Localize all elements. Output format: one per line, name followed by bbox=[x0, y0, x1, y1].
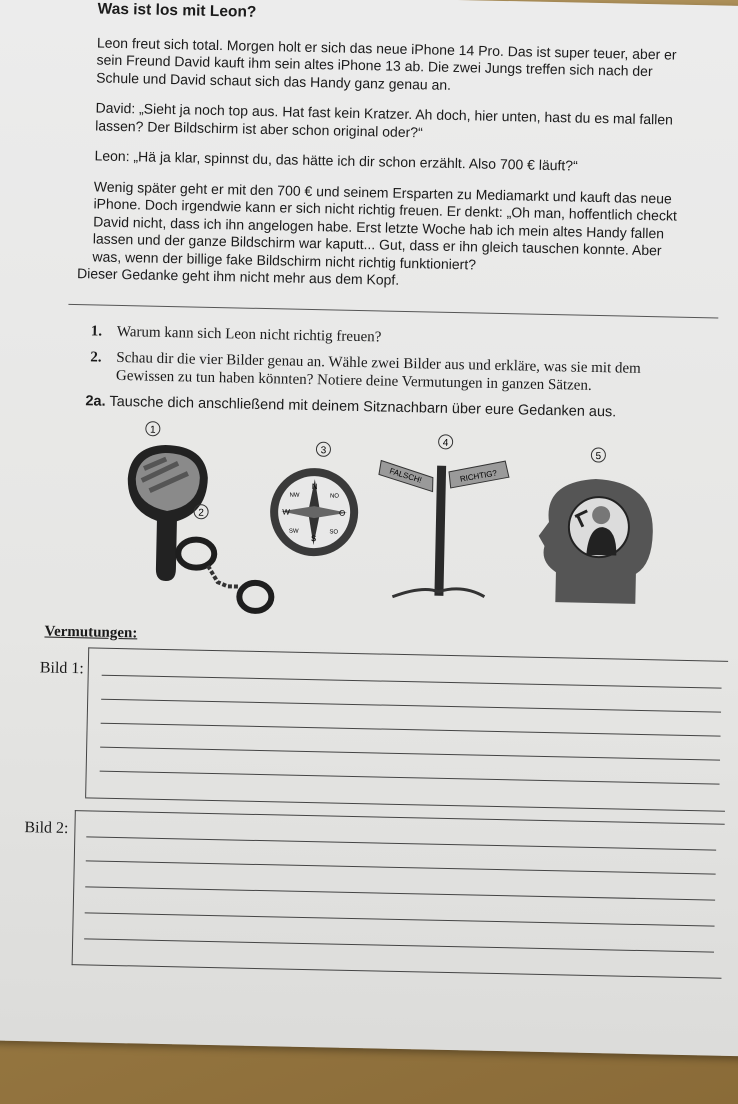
cuff-chain-icon bbox=[208, 566, 240, 587]
answer-line[interactable] bbox=[84, 938, 714, 952]
question-number: 2. bbox=[90, 349, 102, 366]
bild2-border bbox=[72, 810, 76, 965]
answer-line[interactable] bbox=[85, 912, 715, 926]
story-paragraph-4: Wenig später geht er mit den 700 € und seinem Ersparten zu Mediamarkt und kauft das neue iPhone. Doch irgendwie kann er sich nicht richtig freuen. Er denkt: „Oh man, hoffentlich checkt David nicht, dass ich ihn angelogen habe. Erst letzte Woche hab ich mein altes Handy fallen lassen und der ganze Bildschirm war kaputt... Gut, dass er ihn gleich tauschen konnte. Aber was, wenn der billige fake Bildschirm nicht richtig funktioniert? bbox=[92, 177, 677, 272]
question-number: 1. bbox=[90, 323, 103, 340]
answer-line[interactable] bbox=[101, 723, 721, 737]
question-text: Schau dir die vier Bilder genau an. Wähle zwei Bilder aus und erkläre, was sie mit dem Gewissen zu tun haben könnten? Notiere deine Vermutungen in ganzen Sätzen. bbox=[115, 349, 641, 394]
bild2-border-top bbox=[75, 810, 725, 825]
picture-number: 4 bbox=[442, 437, 449, 449]
picture-number: 3 bbox=[320, 445, 327, 457]
story-paragraph-2: David: „Sieht ja noch top aus. Hat fast kein Kratzer. Ah doch, hier unten, hast du es mal fallen lassen? Der Bildschirm ist aber schon original oder?“ bbox=[95, 99, 674, 140]
answer-line[interactable] bbox=[100, 771, 720, 785]
bild1-label: Bild 1: bbox=[39, 659, 85, 678]
picture-number: 2 bbox=[198, 507, 204, 519]
bild1-border bbox=[85, 647, 89, 797]
question-number: 2a. bbox=[85, 393, 106, 410]
picture-number: 1 bbox=[149, 424, 156, 436]
bild1-border-top bbox=[88, 647, 728, 661]
story-paragraph-3: Leon: „Hä ja klar, spinnst du, das hätte ich dir schon erzählt. Also 700 € läuft?“ bbox=[94, 147, 578, 174]
story-text bbox=[76, 0, 688, 308]
answer-line[interactable] bbox=[86, 836, 716, 850]
bild2-label: Bild 2: bbox=[24, 819, 69, 838]
page-title: Was ist los mit Leon? bbox=[97, 0, 257, 21]
picture-number: 5 bbox=[595, 450, 602, 463]
answer-line[interactable] bbox=[85, 886, 715, 900]
sign-left-label: FALSCH! bbox=[388, 466, 423, 485]
question-2 bbox=[90, 348, 681, 396]
compass-picture bbox=[263, 436, 365, 558]
compass-label: W bbox=[282, 507, 291, 517]
signpost-picture bbox=[372, 428, 516, 606]
compass-label: NO bbox=[329, 493, 340, 500]
story-paragraph-5: Dieser Gedanke geht ihm nicht mehr aus dem Kopf. bbox=[76, 265, 400, 288]
cuff-ring-icon bbox=[178, 539, 215, 568]
sign-right-label: RICHTIG? bbox=[459, 468, 498, 484]
question-text: Warum kann sich Leon nicht richtig freuen? bbox=[116, 323, 382, 346]
sign-pole-icon bbox=[434, 466, 446, 596]
compass-label: N bbox=[311, 482, 318, 492]
answer-line[interactable] bbox=[86, 860, 716, 874]
head-judge-picture bbox=[535, 442, 668, 610]
compass-label: O bbox=[338, 508, 346, 518]
compass-label: SO bbox=[329, 529, 339, 536]
bild1-border-bottom bbox=[85, 797, 725, 811]
cuff-ring-icon bbox=[239, 583, 272, 612]
compass-label: SW bbox=[288, 528, 299, 535]
questions bbox=[85, 322, 681, 430]
answers-heading: Vermutungen: bbox=[44, 623, 138, 642]
compass-label: NW bbox=[289, 492, 300, 499]
answer-line[interactable] bbox=[101, 699, 721, 713]
question-text: Tausche dich anschließend mit deinem Sitznachbarn über eure Gedanken aus. bbox=[109, 393, 617, 421]
question-1 bbox=[91, 322, 681, 352]
answer-line[interactable] bbox=[102, 675, 722, 689]
story-paragraph-1: Leon freut sich total. Morgen holt er sich das neue iPhone 14 Pro. Das ist super teuer, aber er sein Freund David kauft ihm sein altes iPhone 13 ab. Die zwei Jungs treffen sich nach der Schule und David schaut sich das Handy ganz genau an. bbox=[96, 33, 677, 93]
question-2a bbox=[85, 392, 679, 422]
answer-line[interactable] bbox=[100, 747, 720, 761]
compass-label: S bbox=[310, 534, 317, 544]
bild2-border-bottom bbox=[72, 964, 722, 979]
